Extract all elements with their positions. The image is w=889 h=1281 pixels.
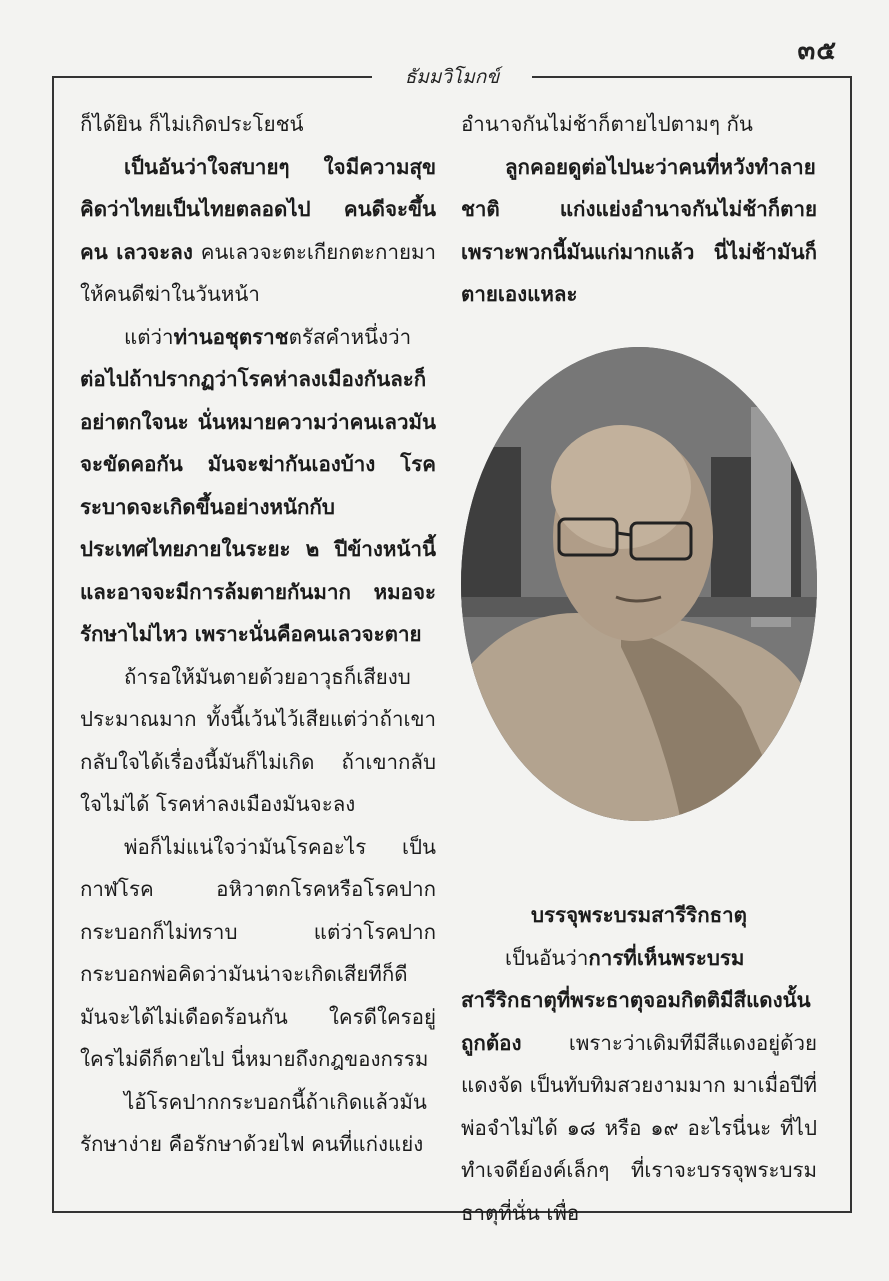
body-text: คนเลวจะตะเกียกตะกายมาให้คนดีฆ่าในวันหน้า [80, 239, 436, 306]
bold-text: เป็นอันว่าใจสบายๆ ใจมีความสุข คิดว่าไทยเป็นไทยตลอดไป คนดีจะขึ้นคน เลวจะลง [80, 154, 436, 264]
paragraph: อำนาจกันไม่ช้าก็ตายไปตามๆ กัน [461, 112, 753, 136]
bold-text: การที่เห็นพระบรมสารีริกธาตุที่พระธาตุจอมกิตติมีสีแดงนั้นถูกต้อง [461, 945, 811, 1055]
paragraph [80, 316, 436, 656]
running-head [52, 60, 852, 90]
bold-text: ท่านอชุตราช [173, 324, 289, 349]
paragraph [461, 146, 817, 316]
page-number: ๓๕ [797, 36, 837, 66]
right-column-top [461, 103, 817, 316]
paragraph: ถ้ารอให้มันตายด้วยอาวุธก็เสียงบประมาณมาก ทั้งนี้เว้นไว้เสียแต่ว่าถ้าเขากลับใจได้เรื่องนี้มันก็ไม่เกิด ถ้าเขากลับใจไม่ได้ โรคห่าลงเมืองมันจะลง [80, 664, 436, 816]
paragraph: พ่อก็ไม่แน่ใจว่ามันโรคอะไร เป็นกาฬโรค อหิวาตกโรคหรือโรคปากกระบอกก็ไม่ทราบ แต่ว่าโรคปากกระบอกพ่อคิดว่ามันน่าจะเกิดเสียทีก็ดี มันจะได้ไม่เดือดร้อนกัน ใครดีใครอยู่ ใครไม่ดีก็ตายไป นี่หมายถึงกฎของกรรม [80, 834, 436, 1071]
paragraph [461, 937, 817, 1235]
body-text: แต่ว่า [124, 324, 174, 349]
header-rule-right [532, 76, 852, 78]
body-text: ตรัสคำหนึ่งว่า [288, 324, 412, 349]
header-rule-left [52, 76, 372, 78]
paragraph [80, 146, 436, 316]
bold-text: ลูกคอยดูต่อไปนะว่าคนที่หวังทำลายชาติ แก่งแย่งอำนาจกันไม่ช้าก็ตาย เพราะพวกนี้มันแก่มากแล้ว นี่ไม่ช้ามันก็ตายเองแหละ [461, 154, 817, 306]
bold-text: ต่อไปถ้าปรากฏว่าโรคห่าลงเมืองกันละก็อย่าตกใจนะ นั่นหมายความว่าคนเลวมันจะขัดคอกัน มันจะฆ่ากันเองบ้าง โรคระบาดจะเกิดขึ้นอย่างหนักกับประเทศไทยภายในระยะ ๒ ปีข้างหน้านี้ และอาจจะมีการล้มตายกันมาก หมอจะรักษาไม่ไหว เพราะนั่นคือคนเลวจะตาย [80, 367, 436, 646]
body-text: เพราะว่าเดิมทีมีสีแดงอยู่ด้วย แดงจัด เป็นทับทิมสวยงามมาก มาเมื่อปีที่พ่อจำไม่ได้ ๑๘ หรือ ๑๙ อะไรนี่นะ ที่ไปทำเจดีย์องค์เล็กๆ ที่เราจะบรรจุพระบรมธาตุที่นั่น เพื่อ [461, 1030, 817, 1225]
right-column-bottom [461, 894, 817, 1234]
monk-portrait-photo [461, 347, 817, 821]
running-head-title: ธัมมวิโมกข์ [404, 66, 500, 88]
paragraph: ไอ้โรคปากกระบอกนี้ถ้าเกิดแล้วมันรักษาง่าย คือรักษาด้วยไฟ คนที่แก่งแย่ง [80, 1089, 427, 1156]
section-heading: บรรจุพระบรมสารีริกธาตุ [531, 903, 747, 927]
portrait-illustration [461, 347, 817, 821]
left-column [80, 103, 436, 1166]
frame-right-rule [850, 76, 852, 1212]
body-text: เป็นอันว่า [505, 945, 589, 970]
frame-left-rule [52, 76, 54, 1212]
paragraph: ก็ได้ยิน ก็ไม่เกิดประโยชน์ [80, 112, 304, 136]
